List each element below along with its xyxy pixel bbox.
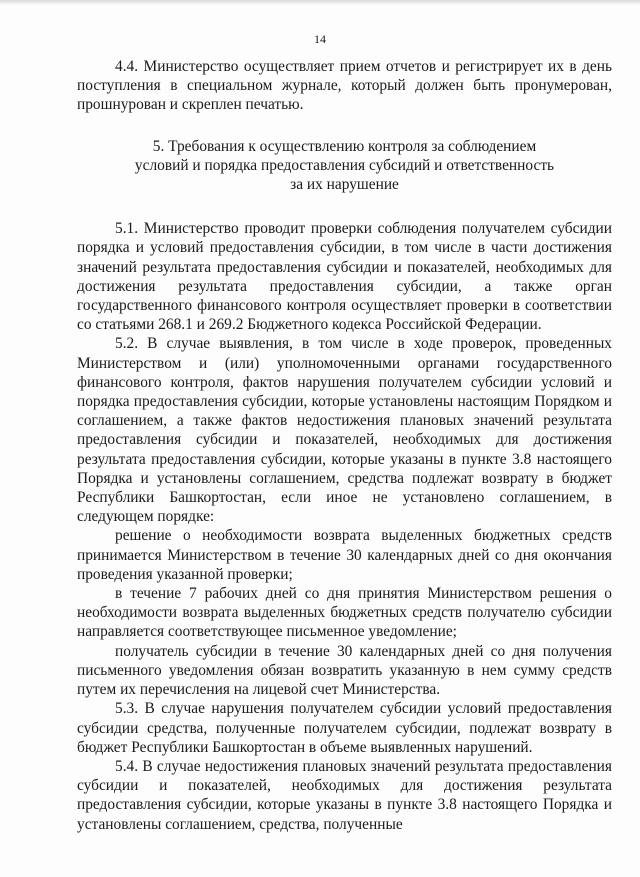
scan-edge-shadow — [0, 0, 640, 5]
page-number: 14 — [314, 32, 326, 46]
paragraph-5-4: 5.4. В случае недостижения плановых значений результата предоставления субсидии и показателей, необходимых для достижения результата предоставления субсидии, которые указаны в пункте 3.8 настоящего Порядка и установлены соглашением, средства, полученные — [77, 757, 612, 833]
document-body — [77, 57, 612, 834]
paragraph-5-2-decision: решение о необходимости возврата выделенных бюджетных средств принимается Министерством в течение 30 календарных дней со дня окончания проведения указанной проверки; — [77, 527, 612, 583]
section-heading-line-2: условий и порядка предоставления субсидий и ответственность — [134, 156, 555, 174]
paragraph-5-2-refund: получатель субсидии в течение 30 календарных дней со дня получения письменного уведомления обязан возвратить указанную в нем сумму средств путем их перечисления на лицевой счет Министерства. — [77, 642, 612, 699]
paragraph-5-3: 5.3. В случае нарушения получателем субсидии условий предоставления субсидии средства, полученные получателем субсидии, подлежат возврату в бюджет Республики Башкортостан в объеме выявленных нарушений. — [77, 700, 612, 756]
paragraph-5-2: 5.2. В случае выявления, в том числе в ходе проверок, проведенных Министерством и (или) уполномоченными органами государственного финансового контроля, фактов нарушения получателем субсидии условий и порядка предоставления субсидии, которые установлены настоящим Порядком и соглашением, а также фактов недостижения плановых значений результата предоставления субсидии и показателей, необходимых для достижения результата предоставления субсидии, которые указаны в пункте 3.8 настоящего Порядка и установлены соглашением, средства подлежат возврату в бюджет Республики Башкортостан, если иное не установлено соглашением, в следующем порядке: — [77, 335, 612, 526]
section-heading-line-1: 5. Требования к осуществлению контроля за соблюдением — [152, 137, 537, 155]
paragraph-4-4: 4.4. Министерство осуществляет прием отчетов и регистрирует их в день поступления в специальном журнале, который должен быть пронумерован, прошнурован и скреплен печатью. — [77, 58, 612, 114]
section-heading-line-3: за их нарушение — [290, 176, 399, 194]
paragraph-5-2-notification: в течение 7 рабочих дней со дня принятия Министерством решения о необходимости возврата выделенных бюджетных средств получателю субсидии направляется соответствующее письменное уведомление; — [77, 585, 612, 641]
section-heading — [77, 137, 612, 195]
paragraph-5-1: 5.1. Министерство проводит проверки соблюдения получателем субсидии порядка и условий предоставления субсидии, в том числе в части достижения значений результата предоставления субсидии и показателей, необходимых для достижения результата предоставления субсидии, а также орган государственного финансового контроля осуществляет проверки в соответствии со статьями 268.1 и 269.2 Бюджетного кодекса Российской Федерации. — [77, 220, 612, 334]
